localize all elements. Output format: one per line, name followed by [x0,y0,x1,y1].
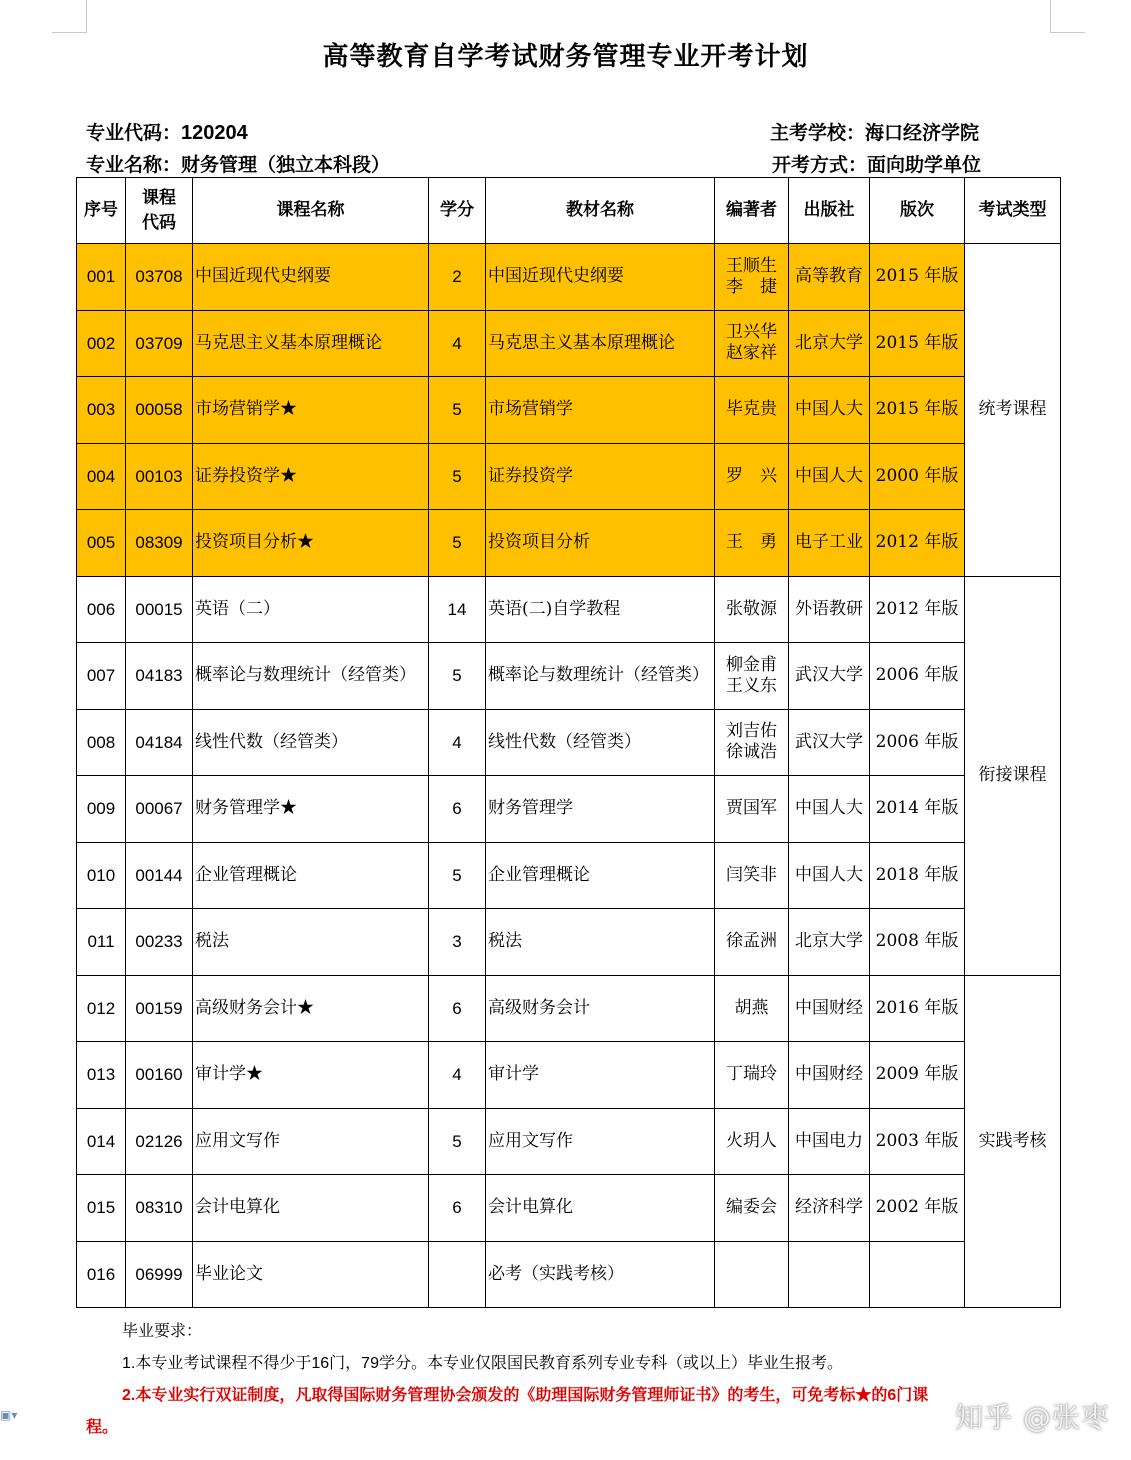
cell-course-name: 市场营销学★ [193,377,429,444]
exam-mode-label: 开考方式： [772,154,868,176]
cell-publisher: 经济科学 [789,1175,870,1242]
cell-no: 015 [77,1175,126,1242]
cell-book-name: 英语(二)自学教程 [486,576,715,643]
author-line: 王义东 [726,675,777,696]
cell-no: 009 [77,776,126,843]
header-code [126,178,193,244]
major-name-value: 财务管理（独立本科段） [181,154,391,176]
cell-course-name: 英语（二） [193,576,429,643]
author-line: 闫笑非 [726,864,777,885]
cell-course-code: 06999 [126,1241,193,1308]
table-row [77,310,1061,377]
author-line: 张敬源 [726,598,777,619]
host-school [770,118,979,145]
cell-credit: 3 [429,909,486,976]
cell-publisher: 高等教育 [789,244,870,311]
table-row [77,443,1061,510]
cell-credit: 14 [429,576,486,643]
cell-edition: 2008 年版 [870,909,965,976]
notes-line-1 [122,1350,843,1373]
table-header-row [77,178,1061,244]
author-line: 王 勇 [726,532,777,553]
cell-course-name: 证券投资学★ [193,443,429,510]
cell-course-code: 03708 [126,244,193,311]
cell-edition: 2002 年版 [870,1175,965,1242]
page-corner-mark-left [52,0,87,33]
cell-credit: 4 [429,310,486,377]
notes-line-1-no: 1. [122,1355,136,1372]
cell-book-name: 财务管理学 [486,776,715,843]
cell-credit [429,1241,486,1308]
course-plan-table [76,177,1061,1308]
table-row [77,510,1061,577]
author-line: 刘吉佑 [726,721,777,741]
author-line: 赵家祥 [726,343,777,364]
cell-book-name: 马克思主义基本原理概论 [486,310,715,377]
cell-book-name: 必考（实践考核） [486,1241,715,1308]
cell-no: 012 [77,975,126,1042]
major-name-label: 专业名称： [86,154,182,176]
cell-edition: 2006 年版 [870,709,965,776]
notes-line-2-count: 6 [887,1387,897,1404]
header-course: 课程名称 [193,178,429,244]
cell-author [715,244,789,311]
cell-publisher: 中国财经 [789,975,870,1042]
table-row [77,975,1061,1042]
cell-no: 010 [77,842,126,909]
notes-line-2-cont: 程。 [86,1417,119,1436]
cell-no: 014 [77,1108,126,1175]
cell-course-code: 04184 [126,709,193,776]
cell-edition: 2014 年版 [870,776,965,843]
cell-course-name: 财务管理学★ [193,776,429,843]
notes-line-2-text-a: 本专业实行双证制度，凡取得国际财务管理协会颁发的《助理国际财务管理师证书》的考生，可免考标★的 [135,1385,888,1404]
cell-course-name: 中国近现代史纲要 [193,244,429,311]
cell-book-name: 线性代数（经管类） [486,709,715,776]
cell-author [715,377,789,444]
cell-edition: 2016 年版 [870,975,965,1042]
notes-line-2-text-b: 门课 [896,1385,929,1404]
cell-book-name: 税法 [486,909,715,976]
cell-edition: 2012 年版 [870,510,965,577]
cell-course-code: 08310 [126,1175,193,1242]
cell-no: 013 [77,1042,126,1109]
cell-publisher: 中国人大 [789,842,870,909]
author-line: 李 捷 [726,276,777,297]
cell-edition: 2015 年版 [870,244,965,311]
major-code [86,118,248,145]
cell-edition: 2000 年版 [870,443,965,510]
notes-line-2-no: 2. [122,1387,136,1404]
cell-book-name: 市场营销学 [486,377,715,444]
cell-credit: 5 [429,510,486,577]
header-publisher: 出版社 [789,178,870,244]
cell-course-code: 03709 [126,310,193,377]
cell-course-name: 税法 [193,909,429,976]
cell-course-code: 08309 [126,510,193,577]
cell-book-name: 会计电算化 [486,1175,715,1242]
cell-no: 002 [77,310,126,377]
table-row [77,776,1061,843]
notes-line-1-courses: 16 [311,1355,330,1372]
cell-publisher [789,1241,870,1308]
cell-book-name: 投资项目分析 [486,510,715,577]
host-school-label: 主考学校： [770,122,866,144]
table-row [77,842,1061,909]
cell-author [715,510,789,577]
cell-author [715,842,789,909]
cell-book-name: 审计学 [486,1042,715,1109]
major-name [86,150,390,177]
cell-course-name: 会计电算化 [193,1175,429,1242]
cell-course-name: 审计学★ [193,1042,429,1109]
notes-line-1-text-c: 学分。本专业仅限国民教育系列专业专科（或以上）毕业生报考。 [378,1353,843,1372]
header-code-text: 课程代码 [142,187,176,233]
cell-course-code: 02126 [126,1108,193,1175]
notes-line-1-credits: 79 [361,1355,379,1372]
author-line: 编委会 [726,1197,777,1218]
notes-line-1-text-b: 门， [329,1353,362,1372]
document-title: 高等教育自学考试财务管理专业开考计划 [322,42,809,72]
notes-line-1-text-a: 本专业考试课程不得少于 [135,1353,312,1372]
cell-credit: 6 [429,776,486,843]
cell-book-name: 证券投资学 [486,443,715,510]
cell-author [715,443,789,510]
cell-exam-type: 衔接课程 [965,576,1061,975]
table-row [77,1108,1061,1175]
header-credit: 学分 [429,178,486,244]
cell-credit: 5 [429,842,486,909]
table-row [77,909,1061,976]
notes-line-2 [122,1382,928,1405]
major-code-label: 专业代码： [86,122,182,144]
cell-exam-type: 统考课程 [965,244,1061,577]
cell-course-name: 投资项目分析★ [193,510,429,577]
header-author: 编著者 [715,178,789,244]
table-row [77,244,1061,311]
table-row [77,709,1061,776]
cell-course-name: 线性代数（经管类） [193,709,429,776]
cell-credit: 4 [429,709,486,776]
cell-author [715,576,789,643]
cell-author [715,1108,789,1175]
exam-mode [772,150,981,177]
cell-no: 005 [77,510,126,577]
page-edge-icon: ▣▾ [0,1408,18,1422]
cell-no: 016 [77,1241,126,1308]
cell-credit: 6 [429,975,486,1042]
cell-author [715,1241,789,1308]
notes-heading: 毕业要求： [122,1321,203,1340]
cell-author [715,975,789,1042]
cell-no: 003 [77,377,126,444]
author-line: 胡燕 [734,997,769,1018]
cell-book-name: 应用文写作 [486,1108,715,1175]
author-line: 徐孟洲 [726,931,777,952]
cell-course-code: 00159 [126,975,193,1042]
cell-publisher: 武汉大学 [789,709,870,776]
cell-no: 008 [77,709,126,776]
cell-credit: 4 [429,1042,486,1109]
cell-publisher: 中国人大 [789,443,870,510]
cell-edition: 2012 年版 [870,576,965,643]
cell-course-code: 00067 [126,776,193,843]
table-row [77,1175,1061,1242]
cell-course-code: 00058 [126,377,193,444]
author-line: 贾国军 [726,798,777,819]
cell-author [715,1175,789,1242]
cell-publisher: 中国财经 [789,1042,870,1109]
cell-credit: 5 [429,443,486,510]
cell-course-code: 00144 [126,842,193,909]
author-line: 徐诚浩 [726,742,777,763]
cell-no: 004 [77,443,126,510]
cell-publisher: 中国人大 [789,776,870,843]
cell-author [715,643,789,710]
cell-book-name: 高级财务会计 [486,975,715,1042]
cell-edition: 2018 年版 [870,842,965,909]
author-line: 毕克贵 [726,399,777,420]
cell-publisher: 北京大学 [789,310,870,377]
cell-edition: 2003 年版 [870,1108,965,1175]
cell-course-code: 00160 [126,1042,193,1109]
cell-author [715,909,789,976]
cell-book-name: 概率论与数理统计（经管类） [486,643,715,710]
author-line: 卫兴华 [726,322,777,342]
cell-credit: 2 [429,244,486,311]
table-row [77,643,1061,710]
cell-exam-type: 实践考核 [965,975,1061,1308]
author-line: 丁瑞玲 [726,1064,777,1085]
cell-course-code: 00015 [126,576,193,643]
cell-author [715,1042,789,1109]
header-no: 序号 [77,178,126,244]
author-line: 罗 兴 [726,465,777,486]
cell-credit: 5 [429,377,486,444]
host-school-value: 海口经济学院 [865,122,980,144]
cell-no: 006 [77,576,126,643]
header-book: 教材名称 [486,178,715,244]
cell-no: 001 [77,244,126,311]
header-exam-type: 考试类型 [965,178,1061,244]
cell-edition: 2015 年版 [870,377,965,444]
author-line: 王顺生 [726,255,777,276]
cell-edition [870,1241,965,1308]
table-row [77,377,1061,444]
header-edition: 版次 [870,178,965,244]
cell-course-name: 概率论与数理统计（经管类） [193,643,429,710]
cell-course-name: 高级财务会计★ [193,975,429,1042]
cell-publisher: 电子工业 [789,510,870,577]
cell-publisher: 中国电力 [789,1108,870,1175]
exam-mode-value: 面向助学单位 [867,154,982,176]
cell-credit: 5 [429,643,486,710]
table-row [77,1241,1061,1308]
cell-publisher: 武汉大学 [789,643,870,710]
watermark: 知乎 @张枣 [955,1401,1110,1434]
cell-course-code: 00233 [126,909,193,976]
cell-course-name: 应用文写作 [193,1108,429,1175]
table-row [77,1042,1061,1109]
cell-book-name: 中国近现代史纲要 [486,244,715,311]
author-line: 火玥人 [726,1130,777,1151]
table-row [77,576,1061,643]
cell-no: 011 [77,909,126,976]
author-line: 柳金甫 [726,654,777,675]
cell-publisher: 外语教研 [789,576,870,643]
table-body [77,244,1061,1308]
major-code-value: 120204 [181,122,248,144]
cell-edition: 2015 年版 [870,310,965,377]
cell-no: 007 [77,643,126,710]
cell-credit: 5 [429,1108,486,1175]
page-corner-mark-right [1050,0,1085,33]
cell-author [715,776,789,843]
cell-publisher: 北京大学 [789,909,870,976]
cell-course-name: 企业管理概论 [193,842,429,909]
cell-edition: 2006 年版 [870,643,965,710]
cell-author [715,709,789,776]
cell-course-code: 00103 [126,443,193,510]
cell-book-name: 企业管理概论 [486,842,715,909]
cell-course-name: 毕业论文 [193,1241,429,1308]
cell-edition: 2009 年版 [870,1042,965,1109]
cell-course-code: 04183 [126,643,193,710]
cell-course-name: 马克思主义基本原理概论 [193,310,429,377]
cell-credit: 6 [429,1175,486,1242]
cell-publisher: 中国人大 [789,377,870,444]
cell-author [715,310,789,377]
